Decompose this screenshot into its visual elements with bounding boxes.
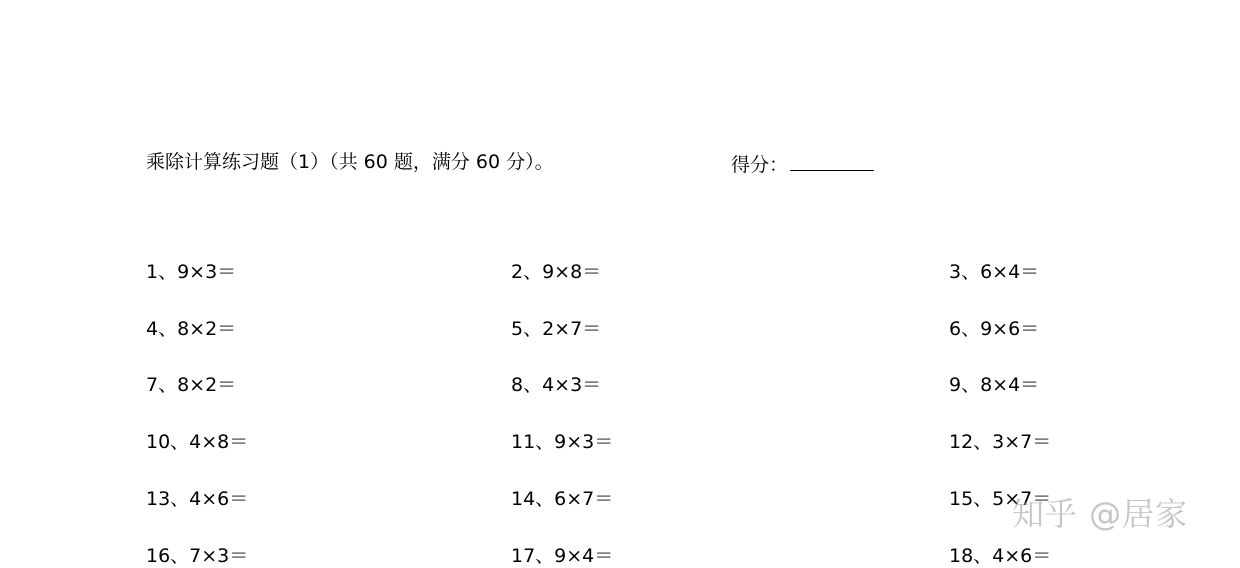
- problem-3: 3、6×4＝: [949, 261, 1040, 283]
- problem-11: 11、9×3＝: [511, 431, 614, 453]
- problem-13: 13、4×6＝: [146, 488, 249, 510]
- problem-1: 1、9×3＝: [146, 261, 237, 283]
- problem-14: 14、6×7＝: [511, 488, 614, 510]
- zhihu-watermark: 知乎 @居家: [1012, 495, 1189, 533]
- problem-18: 18、4×6＝: [949, 545, 1052, 567]
- problem-6: 6、9×6＝: [949, 318, 1040, 340]
- problem-16: 16、7×3＝: [146, 545, 249, 567]
- problem-17: 17、9×4＝: [511, 545, 614, 567]
- problem-15: 15、5×7＝: [949, 488, 1052, 510]
- problem-9: 9、8×4＝: [949, 374, 1040, 396]
- problem-8: 8、4×3＝: [511, 374, 602, 396]
- problem-4: 4、8×2＝: [146, 318, 237, 340]
- problem-10: 10、4×8＝: [146, 431, 249, 453]
- problem-2: 2、9×8＝: [511, 261, 602, 283]
- problem-7: 7、8×2＝: [146, 374, 237, 396]
- score-field: [731, 150, 874, 177]
- problem-5: 5、2×7＝: [511, 318, 602, 340]
- score-blank-line: [790, 150, 874, 171]
- score-label: 得分：: [731, 154, 789, 176]
- problem-12: 12、3×7＝: [949, 431, 1052, 453]
- worksheet-title: 乘除计算练习题（1）（共 60 题，满分 60 分）。: [146, 151, 554, 173]
